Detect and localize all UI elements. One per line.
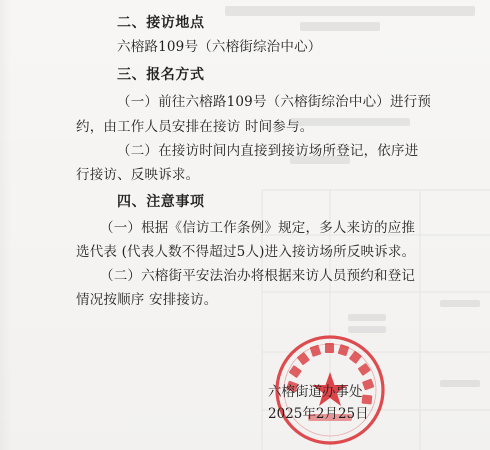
section-4-heading: 四、注意事项 <box>117 194 205 210</box>
section-3-item-1-line-1: （一）前往六榕路109号（六榕街综治中心）进行预 <box>117 94 432 110</box>
issue-date: 2025年2月25日 <box>268 406 369 422</box>
section-3-item-2-line-2: 行接访、反映诉求。 <box>76 167 200 183</box>
section-4-item-2-line-1: （二）六榕街平安法治办将根据来访人员预约和登记 <box>100 268 416 284</box>
section-4-item-1-line-2: 选代表 (代表人数不得超过5人)进入接访场所反映诉求。 <box>76 244 416 260</box>
section-4-item-2-line-2: 情况按顺序 安排接访。 <box>76 292 218 308</box>
section-4-item-1-line-1: （一）根据《信访工作条例》规定，多人来访的应推 <box>100 220 416 236</box>
issuing-office: 六榕街道办事处 <box>268 384 363 400</box>
section-2-address: 六榕路109号（六榕街综治中心） <box>117 39 322 55</box>
section-2-heading: 二、接访地点 <box>117 15 205 31</box>
section-3-heading: 三、报名方式 <box>117 67 205 83</box>
section-3-item-1-line-2: 约，由工作人员安排在接访 时间参与。 <box>76 119 314 135</box>
section-3-item-2-line-1: （二）在接访时间内直接到接访场所登记，依序进 <box>117 143 419 159</box>
